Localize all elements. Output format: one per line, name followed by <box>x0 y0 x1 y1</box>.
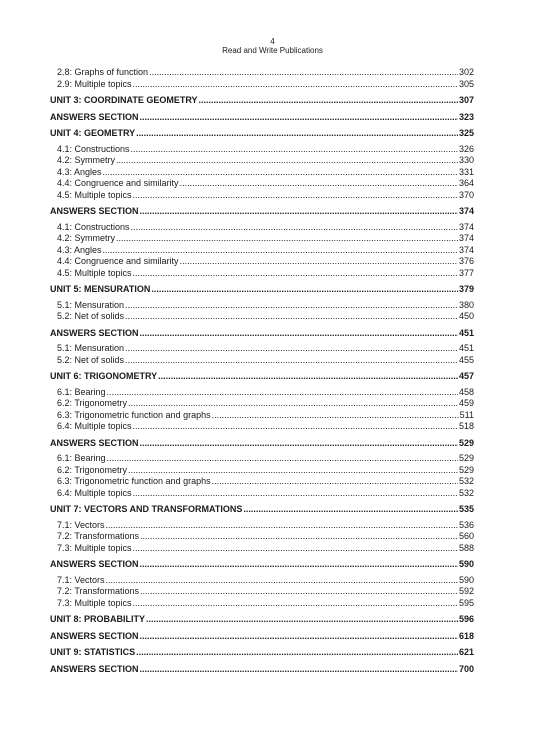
toc-entry[interactable] <box>50 421 474 433</box>
toc-section-heading[interactable] <box>50 504 474 516</box>
toc-entry-page: 518 <box>458 421 474 431</box>
dot-leader <box>116 233 458 245</box>
dot-leader <box>133 598 458 610</box>
toc-entry-page: 535 <box>458 504 474 514</box>
toc-entry-page: 529 <box>458 464 474 475</box>
toc-entry-page: 323 <box>458 111 474 122</box>
toc-entry-title: 7.1: Vectors <box>57 574 105 585</box>
toc-entry-page: 532 <box>458 487 474 498</box>
toc-entry[interactable] <box>50 465 474 477</box>
toc-entry-title: 4.4: Congruence and similarity <box>57 178 179 188</box>
toc-entry-title: 4.4: Congruence and similarity <box>57 256 179 266</box>
toc-entry-title: 5.1: Mensuration <box>57 343 125 353</box>
toc-entry-title: 6.2: Trigonometry <box>57 398 128 408</box>
toc-entry-page: 590 <box>458 574 474 585</box>
toc-entry-title: 7.1: Vectors <box>57 519 105 530</box>
toc-section-heading[interactable] <box>50 371 474 383</box>
toc-entry-page: 532 <box>458 476 474 486</box>
toc-entry-page: 376 <box>458 256 474 266</box>
toc-entry-title: UNIT 9: STATISTICS <box>50 647 136 657</box>
toc-entry-page: 618 <box>458 630 474 641</box>
toc-entry[interactable] <box>50 79 474 91</box>
dot-leader <box>133 488 458 500</box>
dot-leader <box>131 222 458 234</box>
toc-entry-page: 590 <box>458 559 474 569</box>
dot-leader <box>125 300 458 312</box>
toc-entry[interactable] <box>50 233 474 245</box>
dot-leader <box>180 256 458 268</box>
toc-entry[interactable] <box>50 343 474 355</box>
toc-entry-title: 4.5: Multiple topics <box>57 189 132 200</box>
toc-entry[interactable] <box>50 245 474 257</box>
toc-entry-title: 7.2: Transformations <box>57 586 140 596</box>
dot-leader <box>199 95 458 107</box>
toc-entry-page: 592 <box>458 586 474 596</box>
dot-leader <box>116 155 458 167</box>
toc-entry-title: ANSWERS SECTION <box>50 663 139 674</box>
toc-section-heading[interactable] <box>50 284 474 296</box>
toc-entry-page: 374 <box>458 244 474 255</box>
toc-entry-title: 7.2: Transformations <box>57 531 140 541</box>
toc-entry-title: 4.2: Symmetry <box>57 233 116 243</box>
dot-leader <box>158 371 458 383</box>
toc-entry-page: 595 <box>458 597 474 608</box>
dot-leader <box>133 190 458 202</box>
toc-entry[interactable] <box>50 453 474 465</box>
toc-section-heading[interactable] <box>50 128 474 140</box>
toc-entry-page: 325 <box>458 128 474 138</box>
toc-entry-page: 374 <box>458 206 474 216</box>
toc-entry-page: 459 <box>458 398 474 408</box>
toc-entry[interactable] <box>50 167 474 179</box>
toc-entry-title: 6.3: Trigonometric function and graphs <box>57 476 211 486</box>
toc-entry[interactable] <box>50 488 474 500</box>
publisher-name: Read and Write Publications <box>222 46 323 55</box>
dot-leader <box>149 67 458 79</box>
toc-entry[interactable] <box>50 190 474 202</box>
toc-entry[interactable] <box>50 398 474 410</box>
dot-leader <box>212 476 458 488</box>
toc-entry-title: 4.5: Multiple topics <box>57 267 132 278</box>
toc-entry-page: 377 <box>458 267 474 278</box>
dot-leader <box>140 438 458 450</box>
dot-leader <box>128 398 458 410</box>
dot-leader <box>140 664 458 676</box>
toc-section-heading[interactable] <box>50 647 474 659</box>
toc-entry-page: 374 <box>458 221 474 232</box>
toc-section-heading[interactable] <box>50 559 474 571</box>
toc-entry-page: 511 <box>459 409 474 420</box>
dot-leader <box>106 575 458 587</box>
toc-entry-page: 560 <box>458 531 474 541</box>
toc-section-heading[interactable] <box>50 631 474 643</box>
toc-entry-title: UNIT 5: MENSURATION <box>50 284 151 294</box>
toc-section-heading[interactable] <box>50 95 474 107</box>
toc-entry-page: 331 <box>458 166 474 177</box>
toc-section-heading[interactable] <box>50 206 474 218</box>
toc-entry-page: 529 <box>458 437 474 448</box>
dot-leader <box>133 79 458 91</box>
toc-entry-title: ANSWERS SECTION <box>50 206 139 216</box>
toc-entry-page: 451 <box>458 343 474 353</box>
toc-entry-page: 379 <box>458 284 474 294</box>
toc-entry[interactable] <box>50 575 474 587</box>
toc-entry-page: 380 <box>458 299 474 310</box>
toc-entry-page: 374 <box>458 233 474 243</box>
toc-entry-page: 536 <box>458 519 474 530</box>
toc-entry-page: 529 <box>458 453 474 463</box>
dot-leader <box>151 284 458 296</box>
dot-leader <box>136 128 458 140</box>
toc-entry-title: UNIT 6: TRIGONOMETRY <box>50 371 158 381</box>
dot-leader <box>125 355 458 367</box>
toc-entry-title: 7.3: Multiple topics <box>57 597 132 608</box>
dot-leader <box>128 465 458 477</box>
toc-entry-page: 621 <box>458 647 474 657</box>
toc-section-heading[interactable] <box>50 112 474 124</box>
toc-entry[interactable] <box>50 598 474 610</box>
dot-leader <box>106 520 458 532</box>
dot-leader <box>133 543 458 555</box>
dot-leader <box>180 178 458 190</box>
toc-entry-title: 7.3: Multiple topics <box>57 542 132 553</box>
dot-leader <box>103 245 458 257</box>
table-of-contents <box>50 67 474 675</box>
toc-entry-page: 307 <box>458 95 474 105</box>
toc-section-heading[interactable] <box>50 438 474 450</box>
toc-entry-title: UNIT 7: VECTORS AND TRANSFORMATIONS <box>50 504 243 514</box>
dot-leader <box>133 268 458 280</box>
toc-entry[interactable] <box>50 476 474 488</box>
toc-entry[interactable] <box>50 268 474 280</box>
toc-entry-title: 4.1: Constructions <box>57 221 130 232</box>
dot-leader <box>136 647 458 659</box>
toc-entry[interactable] <box>50 311 474 323</box>
toc-entry-title: 6.2: Trigonometry <box>57 464 128 475</box>
toc-section-heading[interactable] <box>50 614 474 626</box>
dot-leader <box>125 343 458 355</box>
toc-entry-title: ANSWERS SECTION <box>50 327 139 338</box>
toc-entry[interactable] <box>50 300 474 312</box>
toc-entry[interactable] <box>50 144 474 156</box>
toc-entry-page: 451 <box>458 327 474 338</box>
toc-entry-title: 4.3: Angles <box>57 244 102 255</box>
dot-leader <box>133 421 458 433</box>
toc-entry[interactable] <box>50 531 474 543</box>
toc-entry-page: 326 <box>458 143 474 154</box>
toc-entry-page: 330 <box>458 155 474 165</box>
dot-leader <box>125 311 458 323</box>
toc-entry-title: ANSWERS SECTION <box>50 437 139 448</box>
toc-entry-page: 455 <box>458 354 474 365</box>
toc-entry[interactable] <box>50 586 474 598</box>
toc-entry[interactable] <box>50 67 474 79</box>
toc-entry-title: 2.8: Graphs of function <box>57 67 149 77</box>
dot-leader <box>243 504 458 516</box>
toc-entry-page: 450 <box>458 311 474 321</box>
toc-entry[interactable] <box>50 222 474 234</box>
dot-leader <box>140 531 458 543</box>
toc-entry[interactable] <box>50 155 474 167</box>
dot-leader <box>146 614 458 626</box>
dot-leader <box>140 328 458 340</box>
toc-entry-title: UNIT 8: PROBABILITY <box>50 614 146 624</box>
toc-entry[interactable] <box>50 256 474 268</box>
toc-entry[interactable] <box>50 387 474 399</box>
toc-entry[interactable] <box>50 355 474 367</box>
toc-entry[interactable] <box>50 520 474 532</box>
toc-entry-page: 458 <box>458 386 474 397</box>
toc-entry-title: 4.2: Symmetry <box>57 155 116 165</box>
toc-entry-title: 6.3: Trigonometric function and graphs <box>57 409 211 420</box>
toc-entry-title: 6.4: Multiple topics <box>57 421 132 431</box>
toc-entry-title: UNIT 4: GEOMETRY <box>50 128 136 138</box>
toc-entry-title: ANSWERS SECTION <box>50 630 139 641</box>
toc-entry-title: UNIT 3: COORDINATE GEOMETRY <box>50 95 198 105</box>
toc-entry[interactable] <box>50 410 474 422</box>
toc-entry-page: 305 <box>458 78 474 89</box>
dot-leader <box>140 206 458 218</box>
toc-entry-title: 5.1: Mensuration <box>57 299 125 310</box>
toc-entry[interactable] <box>50 543 474 555</box>
dot-leader <box>140 112 458 124</box>
toc-section-heading[interactable] <box>50 664 474 676</box>
toc-entry-title: 5.2: Net of solids <box>57 311 125 321</box>
toc-entry-page: 588 <box>458 542 474 553</box>
toc-entry[interactable] <box>50 178 474 190</box>
page-number: 4 <box>270 37 275 46</box>
toc-entry-title: 6.1: Bearing <box>57 386 106 397</box>
toc-entry-title: 2.9: Multiple topics <box>57 78 132 89</box>
toc-entry-page: 596 <box>458 614 474 624</box>
dot-leader <box>107 453 458 465</box>
toc-entry-page: 700 <box>458 663 474 674</box>
dot-leader <box>140 586 458 598</box>
dot-leader <box>212 410 459 422</box>
dot-leader <box>103 167 458 179</box>
toc-entry-title: ANSWERS SECTION <box>50 111 139 122</box>
dot-leader <box>131 144 458 156</box>
toc-entry-title: 4.1: Constructions <box>57 143 130 154</box>
dot-leader <box>140 631 458 643</box>
toc-entry-title: 4.3: Angles <box>57 166 102 177</box>
toc-entry-page: 302 <box>458 67 474 77</box>
toc-entry-title: 6.1: Bearing <box>57 453 106 463</box>
toc-entry-page: 364 <box>458 178 474 188</box>
toc-entry-page: 457 <box>458 371 474 381</box>
dot-leader <box>107 387 458 399</box>
toc-entry-title: 6.4: Multiple topics <box>57 487 132 498</box>
toc-entry-title: 5.2: Net of solids <box>57 354 125 365</box>
toc-entry-title: ANSWERS SECTION <box>50 559 139 569</box>
toc-section-heading[interactable] <box>50 328 474 340</box>
dot-leader <box>140 559 458 571</box>
toc-entry-page: 370 <box>458 189 474 200</box>
